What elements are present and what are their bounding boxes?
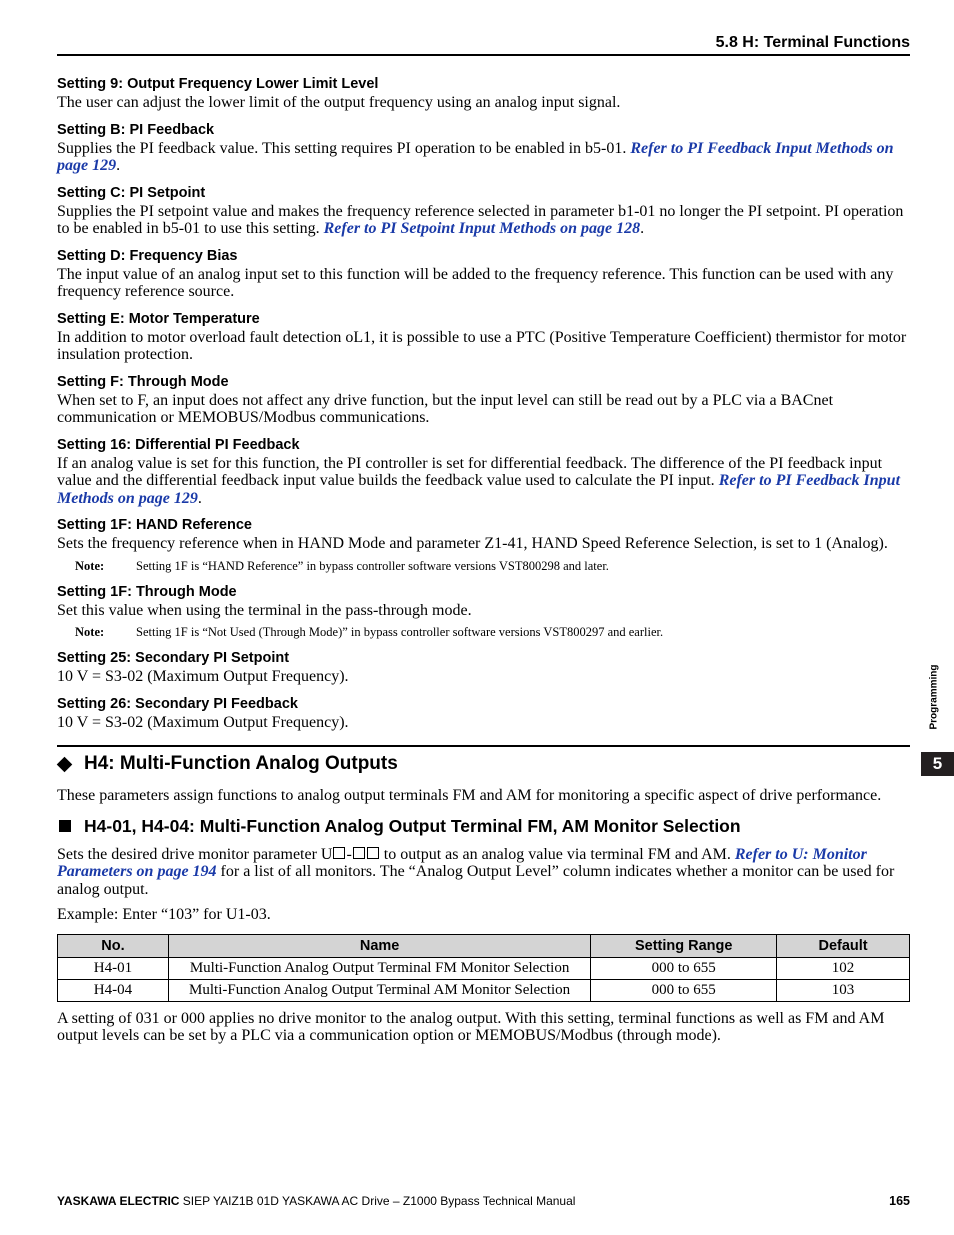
setting-heading: Setting F: Through Mode xyxy=(57,373,229,390)
cross-reference-link[interactable]: Refer to PI Setpoint Input Methods on page 128 xyxy=(323,220,641,237)
setting-text: In addition to motor overload fault detection oL1, it is possible to use a PTC (Positive Temperature Coefficient) thermistor for motor insulation protection. xyxy=(57,328,907,363)
placeholder-box-icon xyxy=(367,847,379,859)
setting-heading: Setting 26: Secondary PI Feedback xyxy=(57,695,298,712)
page-content xyxy=(57,75,910,1045)
setting-text: If an analog value is set for this function, the PI controller is set for differential feedback. The difference of the PI feedback input value and the differential feedback input value builds the feedback value used to calculate the PI input. Refer to PI Feedback Input Methods on page 129. xyxy=(57,454,901,507)
note xyxy=(75,625,910,640)
section-intro: These parameters assign functions to analog output terminals FM and AM for monitoring a specific aspect of drive performance. xyxy=(57,787,882,804)
page-number: 165 xyxy=(889,1194,910,1208)
placeholder-box-icon xyxy=(333,847,345,859)
table-cell: 103 xyxy=(777,979,910,1001)
setting-block xyxy=(57,436,910,508)
setting-text: When set to F, an input does not affect any drive function, but the input level can still be read out by a PLC via a BACnet communication or MEMOBUS/Modbus communications. xyxy=(57,391,834,426)
subsection-text: Sets the desired drive monitor parameter U - to output as an analog value via terminal FM and AM. Refer to U: Monitor Parameters on page 194 for a list of all monitors. The “Analog Output Level” column indicates whether a monitor can be used for analog output. xyxy=(57,845,895,898)
setting-text: Sets the frequency reference when in HAND Mode and parameter Z1-41, HAND Speed Reference Selection, is set to 1 (Analog). xyxy=(57,535,888,552)
closing-text: A setting of 031 or 000 applies no drive monitor to the analog output. With this setting, terminal functions as well as FM and AM output levels can be set by a PLC via a communication option or MEMOBUS/Modbus (through mode). xyxy=(57,1009,885,1044)
setting-text: The user can adjust the lower limit of the output frequency using an analog input signal. xyxy=(57,94,621,111)
cross-reference-link[interactable]: Refer to U: Monitor Parameters on page 194 xyxy=(57,845,867,880)
setting-text: Set this value when using the terminal in the pass-through mode. xyxy=(57,601,472,619)
column-header: Name xyxy=(168,934,590,957)
setting-text: 10 V = S3-02 (Maximum Output Frequency). xyxy=(57,668,349,685)
footer-doc-title: SIEP YAIZ1B 01D YASKAWA AC Drive – Z1000 Bypass Technical Manual xyxy=(179,1194,576,1208)
table-row xyxy=(58,979,910,1001)
setting-block xyxy=(57,373,910,427)
table-cell: Multi-Function Analog Output Terminal AM Monitor Selection xyxy=(168,979,590,1001)
setting-block xyxy=(57,695,910,732)
side-chapter-label: Programming xyxy=(928,664,940,730)
note-label: Note: xyxy=(75,625,105,639)
setting-heading: Setting C: PI Setpoint xyxy=(57,184,206,201)
note-text: Setting 1F is “Not Used (Through Mode)” in bypass controller software versions VST800297 and earlier. xyxy=(136,625,664,639)
setting-heading: Setting 1F: Through Mode xyxy=(57,583,237,600)
note-text: Setting 1F is “HAND Reference” in bypass controller software versions VST800298 and later. xyxy=(136,558,609,573)
setting-block xyxy=(57,516,910,574)
setting-text: 10 V = S3-02 (Maximum Output Frequency). xyxy=(57,713,349,731)
cross-reference-link[interactable]: Refer to PI Feedback Input Methods on page 129 xyxy=(57,139,894,174)
setting-heading: Setting 25: Secondary PI Setpoint xyxy=(57,650,290,666)
setting-heading: Setting 1F: HAND Reference xyxy=(57,517,252,533)
cross-reference-link[interactable]: Refer to PI Feedback Input Methods on page 129 xyxy=(57,472,901,507)
section-heading: H4: Multi-Function Analog Outputs xyxy=(57,753,910,775)
setting-heading: Setting D: Frequency Bias xyxy=(57,247,238,264)
example-text: Example: Enter “103” for U1-03. xyxy=(57,906,271,923)
note-label: Note: xyxy=(75,558,105,573)
setting-block xyxy=(57,649,910,686)
setting-heading: Setting 16: Differential PI Feedback xyxy=(57,436,300,453)
setting-block xyxy=(57,583,910,641)
setting-block xyxy=(57,310,910,364)
table-row xyxy=(58,957,910,979)
parameter-table xyxy=(57,934,910,1002)
setting-text: Supplies the PI setpoint value and makes the frequency reference selected in parameter b1-01 no longer the PI setpoint. PI operation to be enabled in b5-01 to use this setting. Refer to PI Setpoint Input Methods on page 128. xyxy=(57,202,904,237)
subsection-heading: H4-01, H4-04: Multi-Function Analog Output Terminal FM, AM Monitor Selection xyxy=(57,816,910,837)
table-header-row xyxy=(58,934,910,957)
setting-text: The input value of an analog input set to this function will be added to the frequency reference. This function can be used with any frequency reference source. xyxy=(57,265,894,300)
column-header: No. xyxy=(58,934,169,957)
section-rule xyxy=(57,745,910,747)
square-bullet-icon xyxy=(59,820,71,832)
footer-brand: YASKAWA ELECTRIC xyxy=(57,1194,180,1208)
setting-text: Supplies the PI feedback value. This setting requires PI operation to be enabled in b5-01. Refer to PI Feedback Input Methods on page 129. xyxy=(57,139,894,174)
setting-block xyxy=(57,75,910,112)
setting-block xyxy=(57,184,910,238)
setting-block xyxy=(57,247,910,301)
setting-heading: Setting E: Motor Temperature xyxy=(57,310,260,327)
table-cell: H4-04 xyxy=(58,979,169,1001)
note xyxy=(75,559,910,574)
setting-heading: Setting B: PI Feedback xyxy=(57,121,215,138)
table-cell: 000 to 655 xyxy=(591,957,777,979)
chapter-tab[interactable]: 5 xyxy=(921,752,954,776)
table-cell: 102 xyxy=(777,957,910,979)
table-cell: Multi-Function Analog Output Terminal FM Monitor Selection xyxy=(168,957,590,979)
footer xyxy=(57,1194,575,1208)
setting-heading: Setting 9: Output Frequency Lower Limit Level xyxy=(57,76,379,92)
placeholder-box-icon xyxy=(353,847,365,859)
setting-block xyxy=(57,121,910,175)
table-cell: H4-01 xyxy=(58,957,169,979)
header-rule xyxy=(57,54,910,56)
table-cell: 000 to 655 xyxy=(591,979,777,1001)
column-header: Default xyxy=(777,934,910,957)
column-header: Setting Range xyxy=(591,934,777,957)
diamond-bullet-icon xyxy=(57,756,73,772)
header-section-title: 5.8 H: Terminal Functions xyxy=(715,34,910,51)
